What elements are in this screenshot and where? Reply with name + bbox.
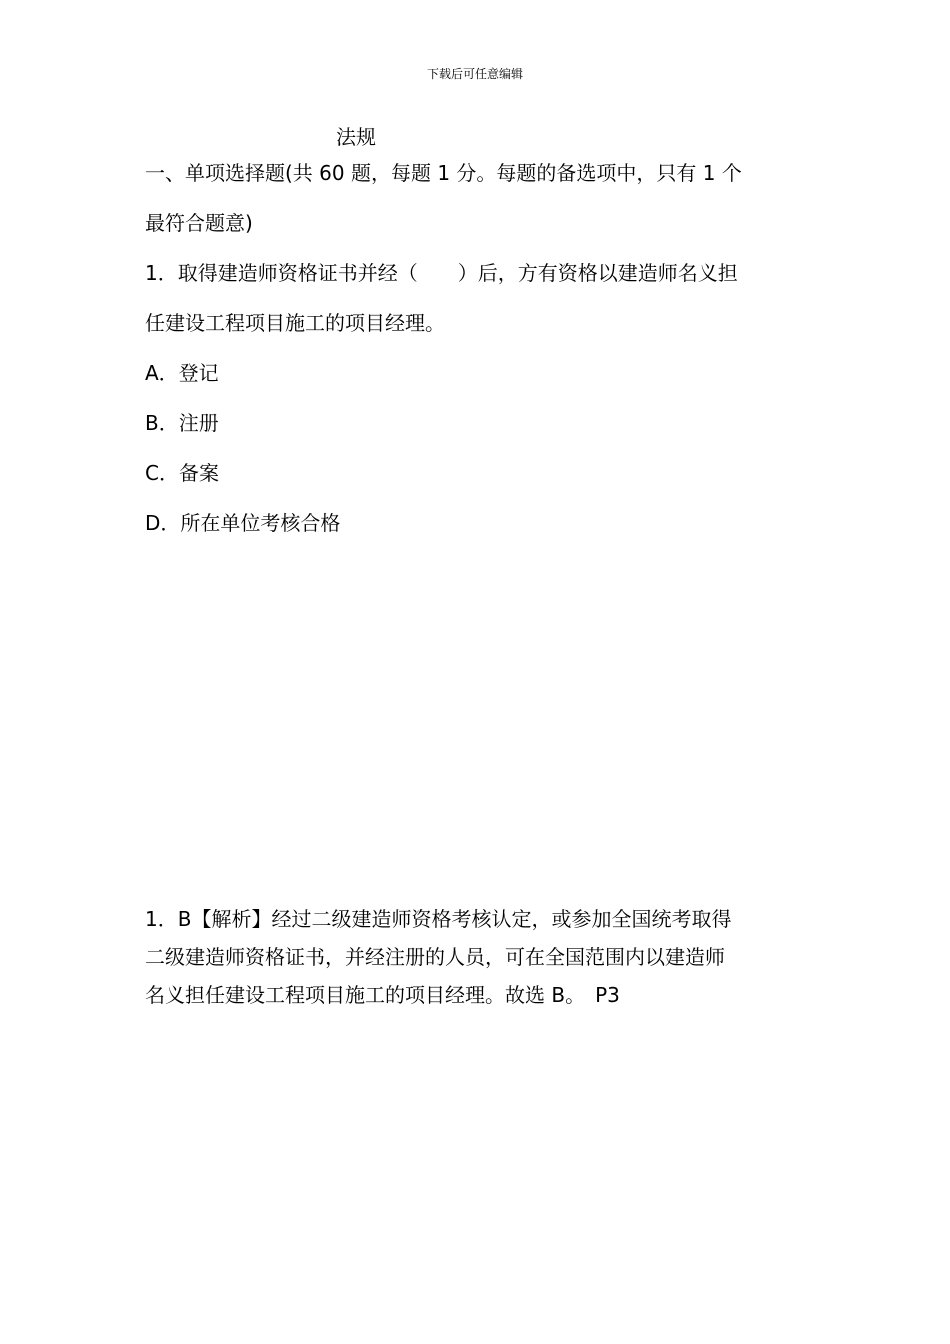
option-c: C．备案 [145,461,219,485]
option-b: B．注册 [145,411,219,435]
section-heading-line2: 最符合题意) [145,211,253,235]
answer-explanation-line1: 1．B【解析】经过二级建造师资格考核认定，或参加全国统考取得 [145,907,732,931]
answer-explanation-line3: 名义担任建设工程项目施工的项目经理。故选 B。 P3 [145,983,620,1007]
document-title: 法规 [336,125,376,149]
option-a: A．登记 [145,361,219,385]
section-heading-line1: 一、单项选择题(共 60 题，每题 1 分。每题的备选项中，只有 1 个 [145,161,742,185]
question-text-line1: 1．取得建造师资格证书并经（ ）后，方有资格以建造师名义担 [145,261,738,285]
answer-explanation-line2: 二级建造师资格证书，并经注册的人员，可在全国范围内以建造师 [145,945,725,969]
question-text-line2: 任建设工程项目施工的项目经理。 [145,311,445,335]
option-d: D．所在单位考核合格 [145,511,341,535]
page-header: 下载后可任意编辑 [426,67,523,81]
